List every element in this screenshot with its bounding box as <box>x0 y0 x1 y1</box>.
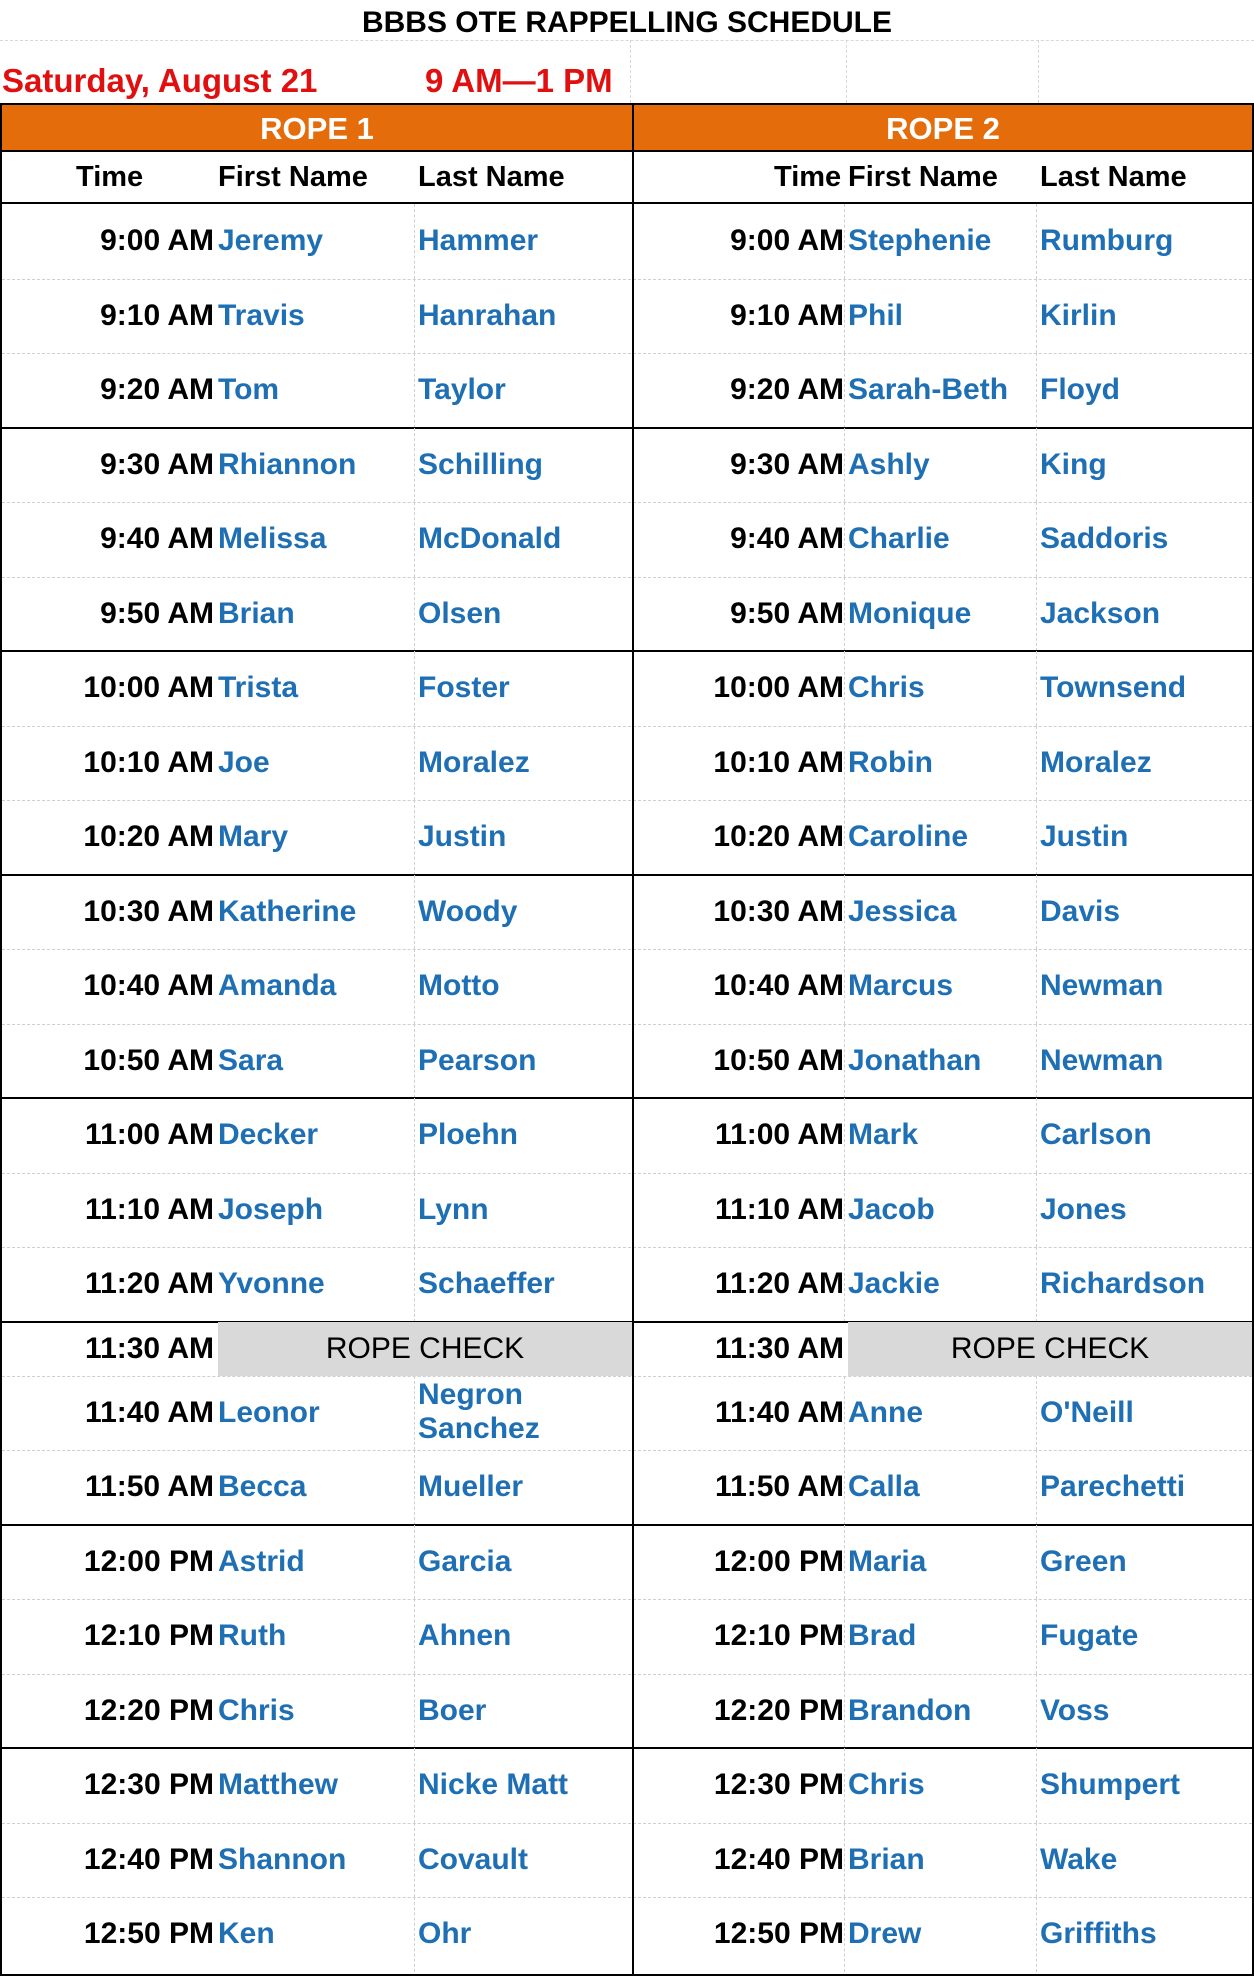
column-rule <box>1036 651 1037 726</box>
rope1-first-name: Katherine <box>218 894 357 928</box>
rope1-time: 12:50 PM <box>83 1917 214 1950</box>
rope1-last-name: Ohr <box>418 1917 472 1950</box>
rope1-last-name: Woody <box>418 894 518 928</box>
rope1-first-name: Joseph <box>218 1192 324 1226</box>
column-rule <box>414 1823 415 1898</box>
rope2-last-name: Voss <box>1040 1693 1110 1727</box>
column-rule <box>844 1674 845 1749</box>
rope1-last-name: Boer <box>418 1693 487 1727</box>
rope2-first-name: Charlie <box>848 522 950 555</box>
rope1-time: 11:20 AM <box>85 1267 214 1300</box>
column-rule <box>414 875 415 950</box>
table-row <box>2 1450 1252 1525</box>
rope1-first-name: Trista <box>218 671 299 704</box>
table-row <box>2 1525 1252 1600</box>
table-row <box>2 1748 1252 1823</box>
column-rule <box>414 1247 415 1322</box>
column-rule <box>844 1599 845 1674</box>
event-date: Saturday, August 21 <box>2 62 318 99</box>
rope2-last-name: Green <box>1040 1544 1127 1578</box>
column-rule <box>844 428 845 503</box>
rope2-time: 11:30 AM <box>715 1331 844 1365</box>
rope2-last-name: Rumburg <box>1040 224 1174 257</box>
column-rule <box>1036 1599 1037 1674</box>
rope1-time: 12:20 PM <box>83 1693 214 1727</box>
rope1-time: 12:30 PM <box>83 1768 214 1801</box>
rope2-time: 10:30 AM <box>713 894 844 928</box>
rope1-first-name: Brian <box>218 596 295 630</box>
rope2-time: 12:40 PM <box>713 1842 844 1876</box>
column-rule <box>414 1024 415 1099</box>
rope2-last-name: Davis <box>1040 894 1121 928</box>
rope2-time: 11:20 AM <box>715 1267 844 1300</box>
rope2-time: 10:20 AM <box>713 820 844 853</box>
rope1-time: 11:40 AM <box>85 1395 214 1429</box>
column-rule <box>1036 502 1037 577</box>
rope1-time: 10:00 AM <box>83 671 214 704</box>
rope1-first-name: Becca <box>218 1470 307 1503</box>
column-rule <box>844 353 845 428</box>
column-rule <box>1036 949 1037 1024</box>
column-rule <box>414 651 415 726</box>
rope2-first-name: Jacob <box>848 1192 935 1226</box>
column-rule <box>414 279 415 354</box>
rope2-last-name: Kirlin <box>1040 298 1117 332</box>
rope2-time: 12:00 PM <box>713 1544 844 1578</box>
rope1-last-name: Moralez <box>418 745 530 779</box>
rope2-time: 11:10 AM <box>715 1192 844 1226</box>
rope1-first-name: Ruth <box>218 1619 287 1652</box>
rope1-time: 12:10 PM <box>83 1619 214 1652</box>
rope2-time: 9:00 AM <box>730 224 844 257</box>
column-rule <box>844 1247 845 1322</box>
rope2-first-name: Chris <box>848 1768 925 1801</box>
rope1-first-name: Jeremy <box>218 224 324 257</box>
rope1-last-name: McDonald <box>418 522 562 555</box>
rope2-time: 9:40 AM <box>730 522 844 555</box>
rope2-time: 10:10 AM <box>713 745 844 779</box>
rope2-time-header: Time <box>774 161 842 193</box>
rope1-first-name: Decker <box>218 1118 319 1151</box>
rope2-last-name: King <box>1040 447 1107 481</box>
rope1-first-name: Travis <box>218 298 305 332</box>
rope1-last-name: Schaeffer <box>418 1267 555 1300</box>
rope1-first-name: Astrid <box>218 1544 305 1578</box>
column-rule <box>1036 1247 1037 1322</box>
rope2-first-name: Ashly <box>848 447 930 481</box>
rope2-header: ROPE 2 <box>634 105 1252 152</box>
rope2-first-name: Drew <box>848 1917 922 1950</box>
rope2-first-name: Stephenie <box>848 224 992 257</box>
rope1-first-name: Amanda <box>218 969 337 1002</box>
rope2-first-name: Chris <box>848 671 925 704</box>
table-row <box>2 204 1252 279</box>
column-rule <box>1036 1897 1037 1972</box>
rope1-time: 10:20 AM <box>83 820 214 853</box>
column-rule <box>1036 1823 1037 1898</box>
rope1-first-name: Matthew <box>218 1768 338 1801</box>
table-row <box>2 1674 1252 1749</box>
rope2-time: 12:30 PM <box>713 1768 844 1801</box>
rope2-last-name: Saddoris <box>1040 522 1169 555</box>
rope1-last-name: Mueller <box>418 1470 524 1503</box>
column-rule <box>414 502 415 577</box>
rope1-last-name: Covault <box>418 1842 529 1876</box>
column-rule <box>844 1748 845 1823</box>
rope1-time: 9:00 AM <box>100 224 214 257</box>
column-rule <box>1036 1173 1037 1248</box>
rope2-rope-check: ROPE CHECK <box>848 1322 1252 1376</box>
table-row <box>2 800 1252 875</box>
column-rule <box>1036 1450 1037 1525</box>
rope2-first-name: Maria <box>848 1544 927 1578</box>
rope1-last-name: Ahnen <box>418 1619 512 1652</box>
event-hours: 9 AM—1 PM <box>425 62 613 99</box>
column-rule <box>414 1599 415 1674</box>
rope1-time: 9:50 AM <box>100 596 214 630</box>
rope2-last-name: Floyd <box>1040 373 1120 406</box>
rope1-first-name: Ken <box>218 1917 275 1950</box>
rope1-time: 11:10 AM <box>85 1192 214 1226</box>
column-rule <box>1036 1024 1037 1099</box>
rope1-time: 12:00 PM <box>83 1544 214 1578</box>
column-rule <box>1036 726 1037 801</box>
rope1-first-name: Joe <box>218 745 270 779</box>
column-rule <box>414 1450 415 1525</box>
column-rule <box>844 1823 845 1898</box>
column-rule <box>1036 428 1037 503</box>
rope2-last-name-header: Last Name <box>1040 161 1187 193</box>
column-rule <box>414 577 415 652</box>
column-rule <box>1036 800 1037 875</box>
column-rule <box>844 1376 845 1451</box>
column-rule <box>414 726 415 801</box>
column-rule <box>414 428 415 503</box>
column-rule <box>844 875 845 950</box>
rope2-last-name: Jones <box>1040 1192 1127 1226</box>
column-rule <box>1036 875 1037 950</box>
column-rule <box>844 1024 845 1099</box>
rope1-first-name: Melissa <box>218 522 327 555</box>
rope2-first-name: Brandon <box>848 1693 972 1727</box>
column-rule <box>414 800 415 875</box>
rope1-last-name: Lynn <box>418 1192 489 1226</box>
rope2-first-name: Jessica <box>848 894 957 928</box>
rope2-time: 9:20 AM <box>730 373 844 406</box>
rope1-last-name: Garcia <box>418 1544 512 1578</box>
rope2-first-name: Anne <box>848 1395 923 1429</box>
rope1-time: 10:50 AM <box>83 1043 214 1077</box>
column-rule <box>414 1525 415 1600</box>
rope2-last-name: Jackson <box>1040 596 1161 630</box>
rope1-time: 10:10 AM <box>83 745 214 779</box>
rope1-last-name: Negron Sanchez <box>418 1377 540 1445</box>
rope1-first-name: Yvonne <box>218 1267 325 1300</box>
rope1-first-name: Leonor <box>218 1395 320 1429</box>
column-rule <box>1036 1674 1037 1749</box>
rope2-first-name: Brad <box>848 1619 917 1652</box>
rope-check-row <box>2 1322 1252 1376</box>
rope1-time: 9:30 AM <box>100 447 214 481</box>
subtitle <box>0 62 1254 102</box>
rope2-time: 10:00 AM <box>713 671 844 704</box>
rope2-first-name-header: First Name <box>848 161 998 193</box>
rope1-time: 11:50 AM <box>85 1470 214 1503</box>
rope1-first-name: Rhiannon <box>218 447 357 481</box>
rope1-time: 10:30 AM <box>83 894 214 928</box>
rope1-last-name: Hammer <box>418 224 539 257</box>
column-rule <box>844 577 845 652</box>
column-rule <box>844 204 845 279</box>
column-rule <box>844 1173 845 1248</box>
table-row <box>2 1098 1252 1173</box>
column-rule <box>1036 1098 1037 1173</box>
table-row <box>2 1599 1252 1674</box>
column-rule <box>844 1897 845 1972</box>
table-row <box>2 577 1252 652</box>
rope2-last-name: Fugate <box>1040 1619 1139 1652</box>
schedule-table <box>0 103 1254 1976</box>
rope2-last-name: Parechetti <box>1040 1470 1186 1503</box>
rope1-time: 12:40 PM <box>83 1842 214 1876</box>
rope2-first-name: Monique <box>848 596 972 630</box>
rope1-time: 10:40 AM <box>83 969 214 1002</box>
grid-line <box>0 40 1254 41</box>
column-rule <box>844 1098 845 1173</box>
table-row <box>2 1897 1252 1972</box>
column-rule <box>1036 1748 1037 1823</box>
rope2-last-name: O'Neill <box>1040 1395 1134 1429</box>
column-rule <box>844 651 845 726</box>
column-rule <box>414 1173 415 1248</box>
rope1-first-name: Chris <box>218 1693 295 1727</box>
rope2-time: 9:50 AM <box>730 596 844 630</box>
column-rule <box>414 204 415 279</box>
rope1-time: 9:40 AM <box>100 522 214 555</box>
rope1-first-name: Mary <box>218 820 289 853</box>
rope1-first-name: Tom <box>218 373 280 406</box>
rope2-last-name: Carlson <box>1040 1118 1152 1151</box>
column-rule <box>844 726 845 801</box>
column-rule <box>414 1098 415 1173</box>
rope2-first-name: Mark <box>848 1118 919 1151</box>
column-rule <box>1036 353 1037 428</box>
rope1-last-name: Ploehn <box>418 1118 519 1151</box>
rope1-time: 9:10 AM <box>100 298 214 332</box>
rope1-last-name: Schilling <box>418 447 544 481</box>
rope2-first-name: Marcus <box>848 969 954 1002</box>
rope2-time: 10:50 AM <box>713 1043 844 1077</box>
table-row <box>2 279 1252 354</box>
rope1-first-name-header: First Name <box>218 161 368 193</box>
rope1-rope-check: ROPE CHECK <box>218 1322 632 1376</box>
table-row <box>2 1376 1252 1451</box>
rope2-first-name: Sarah-Beth <box>848 373 1009 406</box>
rope1-time: 11:30 AM <box>85 1331 214 1365</box>
column-rule <box>414 1897 415 1972</box>
rope1-header: ROPE 1 <box>2 105 632 152</box>
column-rule <box>414 353 415 428</box>
rope2-last-name: Newman <box>1040 1043 1164 1077</box>
rope1-last-name-header: Last Name <box>418 161 565 193</box>
column-rule <box>1036 577 1037 652</box>
table-row <box>2 726 1252 801</box>
table-row <box>2 1024 1252 1099</box>
rope1-first-name: Shannon <box>218 1842 347 1876</box>
table-row <box>2 353 1252 428</box>
table-row <box>2 949 1252 1024</box>
column-rule <box>1036 1376 1037 1451</box>
rope2-first-name: Jackie <box>848 1267 940 1300</box>
rope2-first-name: Phil <box>848 298 904 332</box>
rope2-first-name: Brian <box>848 1842 925 1876</box>
rope1-last-name: Foster <box>418 671 510 704</box>
rope2-time: 12:10 PM <box>713 1619 844 1652</box>
column-rule <box>1036 204 1037 279</box>
column-rule <box>844 279 845 354</box>
column-rule <box>414 1748 415 1823</box>
rope2-time: 9:30 AM <box>730 447 844 481</box>
rope2-last-name: Newman <box>1040 969 1164 1002</box>
column-rule <box>414 1376 415 1451</box>
rope2-time: 12:20 PM <box>713 1693 844 1727</box>
rope1-last-name: Motto <box>418 969 500 1002</box>
column-rule <box>1036 1525 1037 1600</box>
rope2-time: 12:50 PM <box>713 1917 844 1950</box>
rope2-time: 10:40 AM <box>713 969 844 1002</box>
column-rule <box>844 1525 845 1600</box>
column-rule <box>844 502 845 577</box>
column-rule <box>414 949 415 1024</box>
rope1-last-name: Justin <box>418 820 507 853</box>
table-row <box>2 502 1252 577</box>
table-row <box>2 428 1252 503</box>
table-row <box>2 875 1252 950</box>
table-row <box>2 1173 1252 1248</box>
rope2-first-name: Calla <box>848 1470 920 1503</box>
rope2-first-name: Jonathan <box>848 1043 982 1077</box>
rope1-time: 11:00 AM <box>85 1118 214 1151</box>
rope1-time: 9:20 AM <box>100 373 214 406</box>
rope2-time: 11:50 AM <box>715 1470 844 1503</box>
rope2-last-name: Justin <box>1040 820 1129 853</box>
rope1-last-name: Pearson <box>418 1043 537 1077</box>
page-title: BBBS OTE RAPPELLING SCHEDULE <box>361 6 893 39</box>
rope2-last-name: Richardson <box>1040 1267 1206 1300</box>
rope1-last-name: Nicke Matt <box>418 1768 569 1801</box>
rope2-last-name: Moralez <box>1040 745 1152 779</box>
rope1-last-name: Taylor <box>418 373 506 406</box>
rope1-last-name: Hanrahan <box>418 298 557 332</box>
column-rule <box>414 1674 415 1749</box>
rope2-time: 9:10 AM <box>730 298 844 332</box>
rope2-first-name: Robin <box>848 745 933 779</box>
rope1-first-name: Sara <box>218 1043 284 1077</box>
table-row <box>2 1823 1252 1898</box>
table-row <box>2 1247 1252 1322</box>
rope2-time: 11:00 AM <box>715 1118 844 1151</box>
rope2-last-name: Griffiths <box>1040 1917 1157 1950</box>
rope1-time-header: Time <box>76 161 144 193</box>
column-rule <box>1036 279 1037 354</box>
rope-divider <box>632 105 634 1974</box>
rope2-last-name: Wake <box>1040 1842 1118 1876</box>
table-row <box>2 651 1252 726</box>
column-rule <box>844 1450 845 1525</box>
rope2-last-name: Townsend <box>1040 671 1187 704</box>
rope2-last-name: Shumpert <box>1040 1768 1181 1801</box>
rope2-time: 11:40 AM <box>715 1395 844 1429</box>
rope1-last-name: Olsen <box>418 596 502 630</box>
column-rule <box>844 800 845 875</box>
column-rule <box>844 949 845 1024</box>
rope2-first-name: Caroline <box>848 820 969 853</box>
